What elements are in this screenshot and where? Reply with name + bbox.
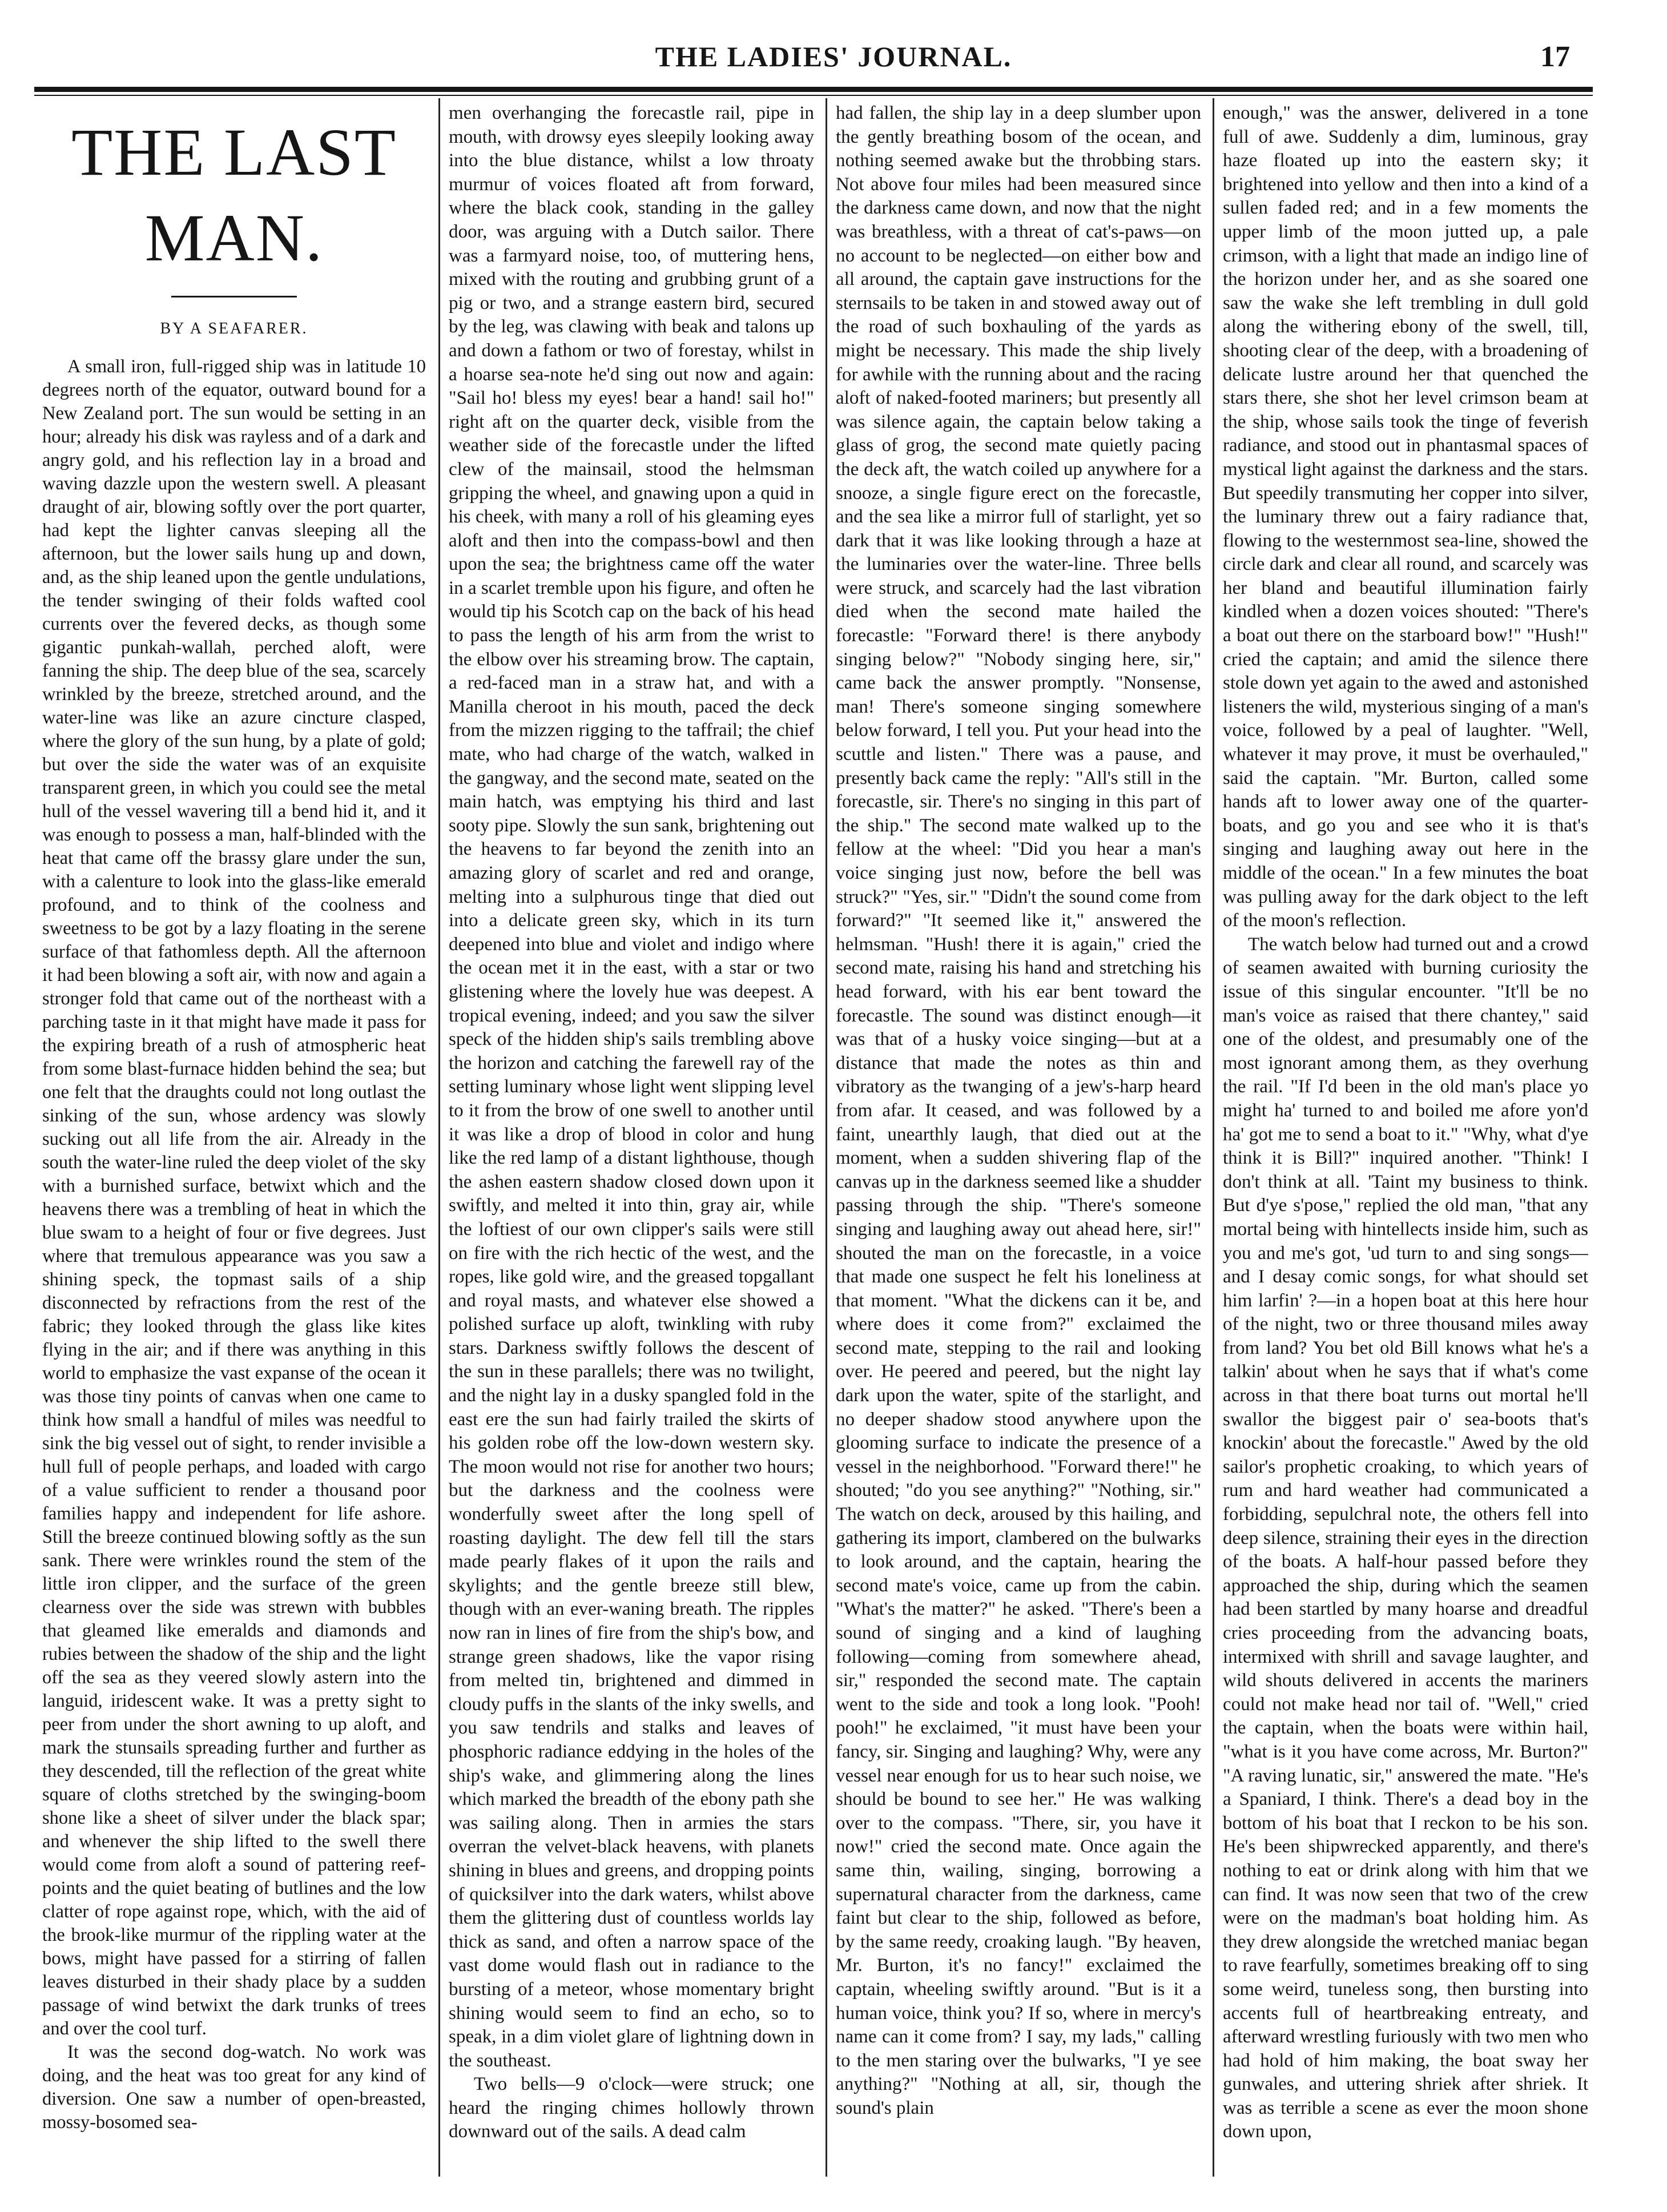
column-divider — [1213, 98, 1214, 2177]
column-divider — [438, 98, 440, 2177]
page-number: 17 — [1540, 41, 1570, 73]
paragraph: A small iron, full-rigged ship was in latitude 10 degrees north of the equator, outward bound for a New Zealand port. The sun would be setting in an hour; already his disk was rayless and of a dark and angry gold, and his reflection lay in a broad and waving dazzle upon the western swell. A pleasant draught of air, blowing softly over the port quarter, had kept the lighter canvas sleeping all the afternoon, but the lower sails hung up and down, and, as the ship leaned upon the gentle undulations, the tender swinging of their folds wafted cool currents over the fevered decks, as though some gigantic punkah-wallah, perched aloft, were fanning the ship. The deep blue of the sea, scarcely wrinkled by the breeze, stretched around, and the water-line was like an azure cincture clasped, where the glory of the sun hung, by a plate of gold; but over the side the water was of an exquisite transparent green, in which you could see the metal hull of the vessel wavering till a bend hid it, and it was enough to possess a man, half-blinded with the heat that came off the brassy glare under the sun, with a calenture to look into the glass-like emerald profound, and to think of the coolness and sweetness to be got by a lazy floating in the serene surface of that fathomless depth. All the afternoon it had been blowing a soft air, with now and again a stronger fold that came out of the northeast with a parching taste in it that might have made it pass for the expiring breath of a rush of atmospheric heat from some blast-furnace hidden behind the sea; but one felt that the draughts could not long outlast the sinking of the sun, whose ardency was slowly sucking out all life from the air. Already in the south the water-line ruled the deep violet of the sky with a burnished surface, betwixt which and the heavens there was a trembling of heat in which the blue swam to a height of four or five degrees. Just where that tremulous appearance was you saw a shining speck, the topmast sails of a ship disconnected by refractions from the rest of the fabric; they looked through the glass like kites flying in the air; and if there was anything in this world to emphasize the vast expanse of the ocean it was those tiny points of canvas when one came to think how small a handful of miles was needful to sink the big vessel out of sight, to render invisible a hull full of people perhaps, and loaded with cargo of a value sufficient to render a thousand poor families happy and independent for life ashore. Still the breeze continued blowing softly as the sun sank. There were wrinkles round the stem of the little iron clipper, and the surface of the green clearness over the side was strewn with bubbles that gleamed like emeralds and diamonds and rubies between the shadow of the ship and the light off the sea as they veered slowly astern into the languid, iridescent wake. It was a pretty sight to peer from under the short awning to up aloft, and mark the stunsails spreading further and further as they descended, till the reflection of the great white square of cloths stretched by the swinging-boom shone like a sheet of silver under the black spar; and whenever the ship lifted to the swell there would come from aloft a sound of pattering reef-points and the quiet beating of butlines and the low clatter of rope against rope, which, with the aid of the brook-like murmur of the rippling water at the bows, might have passed for a stirring of fallen leaves disturbed in their shady place by a sudden passage of wind betwixt the dark trunks of trees and over the cool turf. — [42, 356, 426, 2039]
paragraph: men overhanging the forecastle rail, pipe in mouth, with drowsy eyes sleepily looking away into the blue distance, whilst a low throaty murmur of voices floated aft from forward, where the black cook, standing in the galley door, was arguing with a Dutch sailor. There was a farmyard noise, too, of muttering hens, mixed with the routing and grubbing grunt of a pig or two, and a strange eastern bird, secured by the leg, was clawing with beak and talons up and down a fathom or two of forestay, whilst in a hoarse sea-note he'd sing out now and again: "Sail ho! bless my eyes! bear a hand! sail ho!" right aft on the quarter deck, visible from the weather side of the forecastle under the lifted clew of the mainsail, stood the helmsman gripping the wheel, and gnawing upon a quid in his cheek, with many a roll of his gleaming eyes aloft and then into the compass-bowl and then upon the sea; the brightness came off the water in a scarlet tremble upon his figure, and often he would tip his Scotch cap on the back of his head to pass the length of his arm from the wrist to the elbow over his streaming brow. The captain, a red-faced man in a straw hat, and with a Manilla cheroot in his mouth, paced the deck from the mizzen rigging to the taffrail; the chief mate, who had charge of the watch, walked in the gangway, and the second mate, seated on the main hatch, was emptying his third and last sooty pipe. Slowly the sun sank, brightening out the heavens to far beyond the zenith into an amazing glory of scarlet and red and orange, melting into a sulphurous tinge that died out into a delicate green sky, which in its turn deepened into blue and violet and indigo where the ocean met it in the east, with a star or two glistening where the lovely hue was deepest. A tropical evening, indeed; and you saw the silver speck of the hidden ship's sails trembling above the horizon and catching the farewell ray of the setting luminary whose light went slipping level to it from the brow of one swell to another until it was like a drop of blood in color and hung like the red lamp of a distant lighthouse, though the ashen eastern shadow closed down upon it swiftly, and melted it into thin, gray air, while the loftiest of our own clipper's sails were still on fire with the rich hectic of the west, and the ropes, like gold wire, and the greased topgallant and royal masts, and whatever else showed a polished surface up aloft, twinkling with ruby stars. Darkness swiftly follows the descent of the sun in these parallels; there was no twilight, and the night lay in a dusky spangled fold in the east ere the sun had fairly trailed the skirts of his golden robe off the low-down western sky. The moon would not rise for another two hours; but the darkness and the coolness were wonderfully sweet after the long spell of roasting daylight. The dew fell till the stars made pearly flakes of it upon the rails and skylights; and the gentle breeze still blew, though with an ever-waning breath. The ripples now ran in lines of fire from the ship's bow, and strange green shadows, like the vapor rising from melted tin, brightened and dimmed in cloudy puffs in the slants of the inky swells, and you saw tendrils and stalks and leaves of phosphoric radiance eddying in the holes of the ship's wake, and glimmering along the lines which marked the breadth of the ebony path she was sailing along. Then in armies the stars overran the velvet-black heavens, with planets shining in blues and greens, and dropping points of quicksilver into the dark waters, whilst above them the glittering dust of countless worlds lay thick as sand, and often a narrow space of the vast dome would flash out in radiance to the bursting of a meteor, whose momentary bright shining would seem to find an echo, so to speak, in a dim violet glare of lightning down in the southeast. — [449, 103, 814, 2071]
paragraph: had fallen, the ship lay in a deep slumber upon the gently breathing bosom of the ocean, and nothing seemed awake but the throbbing stars. Not above four miles had been measured since the darkness came down, and now that the night was breathless, with a threat of cat's-paws—on no account to be neglected—on either bow and all around, the captain gave instructions for the sternsails to be taken in and stowed away out of the road of such boxhauling of the yards as might be necessary. This made the ship lively for awhile with the running about and the racing aloft of naked-footed mariners; but presently all was silence again, the captain below taking a glass of grog, the second mate quietly pacing the deck aft, the watch coiled up anywhere for a snooze, a single figure erect on the forecastle, and the sea like a mirror full of starlight, yet so dark that it was like looking through a haze at the luminaries over the water-line. Three bells were struck, and scarcely had the last vibration died when the second mate hailed the forecastle: "Forward there! is there anybody singing below?" "Nobody singing here, sir," came back the answer promptly. "Nonsense, man! There's someone singing somewhere below forward, I tell you. Put your head into the scuttle and listen." There was a pause, and presently back came the reply: "All's still in the forecastle, sir. There's no singing in this part of the ship." The second mate walked up to the fellow at the wheel: "Did you hear a man's voice singing just now, before the bell was struck?" "Yes, sir." "Didn't the sound come from forward?" "It seemed like it," answered the helmsman. "Hush! there it is again," cried the second mate, raising his hand and stretching his head forward, with his ear bent toward the forecastle. The sound was distinct enough—it was that of a husky voice singing—but at a distance that made the notes as thin and vibratory as the twanging of a jew's-harp heard from afar. It ceased, and was followed by a faint, unearthly laugh, that died out at the moment, when a sudden shivering flap of the canvas up in the darkness seemed like a shudder passing through the ship. "There's someone singing and laughing away out ahead here, sir!" shouted the man on the forecastle, in a voice that made one suspect he felt his loneliness at that moment. "What the dickens can it be, and where does it come from?" exclaimed the second mate, stepping to the rail and looking over. He peered and peered, but the night lay dark upon the water, spite of the starlight, and no deeper shadow stood anywhere upon the glooming surface to indicate the presence of a vessel in the neighborhood. "Forward there!" he shouted; "do you see anything?" "Nothing, sir." The watch on deck, aroused by this hailing, and gathering its import, clambered on the bulwarks to look around, and the captain, hearing the second mate's voice, came up from the cabin. "What's the matter?" he asked. "There's been a sound of singing and a kind of laughing following—coming from somewhere ahead, sir," responded the second mate. The captain went to the side and took a long look. "Pooh! pooh!" he exclaimed, "it must have been your fancy, sir. Singing and laughing? Why, were any vessel near enough for us to hear such noise, we should be bound to see her." He was walking over to the compass. "There, sir, you have it now!" cried the second mate. Once again the same thin, wailing, singing, borrowing a supernatural character from the darkness, came faint but clear to the ship, followed as before, by the same reedy, croaking laugh. "By heaven, Mr. Burton, it's no fancy!" exclaimed the captain, wheeling swiftly around. "But is it a human voice, think you? If so, where in mercy's name can it come from? I say, my lads," calling to the men staring over the bulwarks, "I ye see anything?" "Nothing at all, sir, though the sound's plain — [836, 103, 1201, 2118]
byline: BY A SEAFARER. — [160, 320, 308, 337]
column-divider — [826, 98, 827, 2177]
column-4 — [1223, 102, 1588, 2169]
title-rule — [171, 296, 297, 297]
column-3 — [836, 102, 1201, 2169]
paragraph: enough," was the answer, delivered in a tone full of awe. Suddenly a dim, luminous, gray haze floated up into the eastern sky; it brightened into yellow and then into a kind of a sullen faded red; and in a few moments the upper limb of the moon jutted up, a pale crimson, with a light that made an indigo line of the horizon under her, and as she soared one saw the wake she left trembling in dull gold along the withering ebony of the swell, till, shooting clear of the deep, with a broadening of delicate lustre around her that quenched the stars there, she shot her level crimson beam at the ship, whose sails took the tinge of feverish radiance, and stood out in phantasmal spaces of mystical light against the darkness and the stars. But speedily transmuting her copper into silver, the luminary threw out a fairy radiance that, flowing to the westernmost sea-line, showed the circle dark and clear all round, and scarcely was her bland and beautiful illumination fairly kindled when a dozen voices shouted: "There's a boat out there on the starboard bow!" "Hush!" cried the captain; and amid the silence there stole down yet again to the awed and astonished listeners the wild, mysterious singing of a man's voice, followed by a peal of laughter. "Well, whatever it may prove, it must be overhauled," said the captain. "Mr. Burton, called some hands aft to lower away one of the quarter-boats, and go you and see who it is that's singing and laughing away out here in the middle of the ocean." In a few minutes the boat was pulling away for the dark object to the left of the moon's reflection. — [1223, 103, 1588, 931]
paragraph: It was the second dog-watch. No work was doing, and the heat was too great for any kind of diversion. One saw a number of open-breasted, mossy-bosomed sea- — [42, 2042, 426, 2133]
header-rule-thick — [34, 87, 1593, 92]
paragraph: Two bells—9 o'clock—were struck; one heard the ringing chimes hollowly thrown downward out of the sails. A dead calm — [449, 2074, 814, 2142]
paragraph: The watch below had turned out and a crowd of seamen awaited with burning curiosity the issue of this singular encounter. "It'll be no man's voice as raised that there chantey," said one of the oldest, and presumably one of the most ignorant among them, as they overhung the rail. "If I'd been in the old man's place yo might ha' turned to and boiled me afore yon'd ha' got me to send a boat to it." "Why, what d'ye think it is Bill?" inquired another. "Think! I don't think at all. 'Taint my business to think. But d'ye s'pose," replied the old man, "that any mortal being with hintellects inside him, such as you and me's got, 'ud turn to and sing songs—and I desay comic songs, for what should set him larfin' ?—in a hopen boat at this here hour of the night, two or three thousand miles away from land? You bet old Bill knows what he's a talkin' about when he says that if what's come across in that there boat turns out mortal he'll swallor the biggest pair o' sea-boots that's knockin' about the forecastle." Awed by the old sailor's prophetic croaking, to which years of rum and hard weather had communicated a forbidding, sepulchral note, the others fell into deep silence, straining their eyes in the direction of the boats. A half-hour passed before they approached the ship, during which the seamen had been startled by many hoarse and dreadful cries proceeding from the advancing boats, intermixed with shrill and savage laughter, and wild shouts delivered in accents the mariners could not make head nor tail of. "Well," cried the captain, when the boats were within hail, "what is it you have come across, Mr. Burton?" "A raving lunatic, sir," answered the mate. "He's a Spaniard, I think. There's a dead boy in the bottom of his boat that I reckon to be his son. He's been shipwrecked apparently, and there's nothing to eat or drink along with him that we can find. It was now seen that two of the crew were on the madman's boat holding him. As they drew alongside the wretched maniac began to rave fearfully, sometimes breaking off to sing some weird, tuneless song, then bursting into accents full of heartbreaking entreaty, and afterward wrestling furiously with two men who had hold of him making, the boat sway her gunwales, and uttering shriek after shriek. It was as terrible a scene as ever the moon shone down upon, — [1223, 934, 1588, 2142]
header-rule-thin — [34, 95, 1593, 96]
column-1 — [42, 102, 426, 2169]
page-header — [0, 40, 1667, 86]
journal-title: THE LADIES' JOURNAL. — [655, 41, 1012, 73]
article-title: THE LAST MAN. — [71, 115, 397, 275]
column-2 — [449, 102, 814, 2169]
